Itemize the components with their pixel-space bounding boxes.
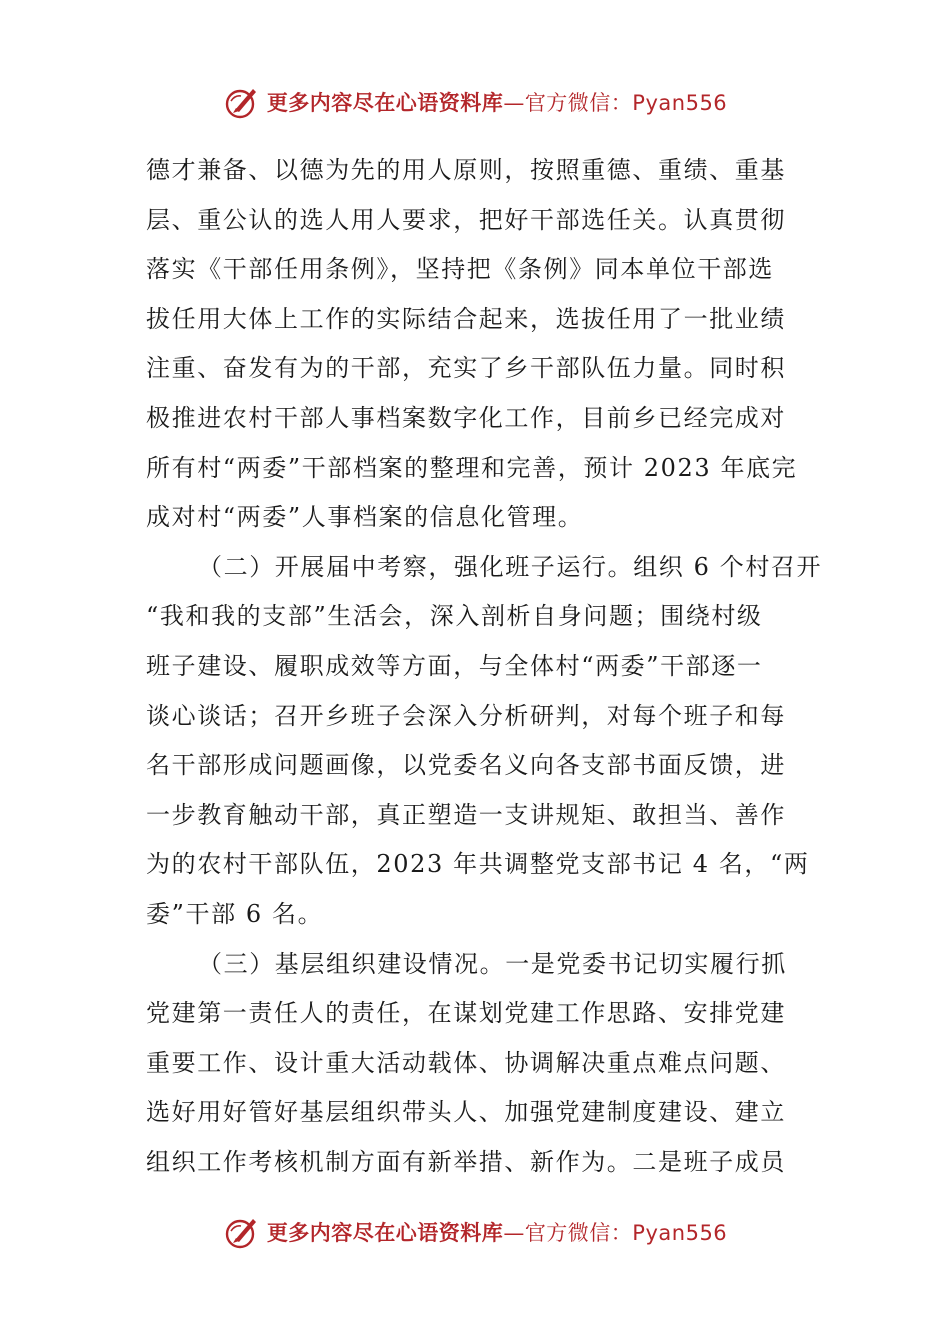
watermark-main-text: 更多内容尽在心语资料库	[266, 1221, 504, 1245]
text-line: 组织工作考核机制方面有新举措、新作为。二是班子成员	[146, 1147, 786, 1176]
watermark-official-text: 官方微信：Pyan556	[524, 91, 728, 115]
text-line: 班子建设、履职成效等方面，与全体村“两委”干部逐一	[146, 651, 763, 680]
text-line: 拔任用大体上工作的实际结合起来，选拔任用了一批业绩	[146, 304, 786, 333]
quill-pen-icon	[223, 1213, 261, 1251]
text-line: 所有村“两委”干部档案的整理和完善，预计 2023 年底完	[146, 453, 798, 482]
footer-watermark	[0, 1210, 950, 1254]
watermark-text	[267, 1217, 727, 1247]
text-line: 委”干部 6 名。	[146, 899, 324, 928]
header-watermark	[0, 80, 950, 124]
text-line: 谈心谈话；召开乡班子会深入分析研判，对每个班子和每	[146, 701, 786, 730]
text-line: 为的农村干部队伍，2023 年共调整党支部书记 4 名，“两	[146, 850, 810, 879]
text-line: 注重、奋发有为的干部，充实了乡干部队伍力量。同时积	[146, 354, 786, 383]
text-line: 名干部形成问题画像，以党委名义向各支部书面反馈，进	[146, 751, 786, 780]
text-line: 德才兼备、以德为先的用人原则，按照重德、重绩、重基	[146, 156, 786, 184]
paragraph-3	[146, 940, 806, 1188]
paragraph-2	[146, 543, 823, 940]
watermark-dash: —	[503, 91, 525, 115]
text-line: （二）开展届中考察，强化班子运行。组织 6 个村召开	[198, 552, 823, 581]
text-line: 成对村“两委”人事档案的信息化管理。	[146, 503, 584, 532]
text-line: 党建第一责任人的责任，在谋划党建工作思路、安排党建	[146, 999, 786, 1028]
text-line: 重要工作、设计重大活动载体、协调解决重点难点问题、	[146, 1048, 786, 1077]
quill-pen-icon	[223, 83, 261, 121]
text-line: 极推进农村干部人事档案数字化工作，目前乡已经完成对	[146, 403, 786, 432]
watermark-text	[267, 87, 727, 117]
text-line: （三）基层组织建设情况。一是党委书记切实履行抓	[198, 949, 787, 978]
watermark-dash: —	[503, 1221, 525, 1245]
paragraph-1	[146, 146, 806, 543]
watermark-main-text: 更多内容尽在心语资料库	[266, 91, 504, 115]
document-body	[146, 146, 823, 1187]
text-line: 一步教育触动干部，真正塑造一支讲规矩、敢担当、善作	[146, 800, 786, 829]
watermark-official-text: 官方微信：Pyan556	[524, 1221, 728, 1245]
text-line: “我和我的支部”生活会，深入剖析自身问题；围绕村级	[146, 602, 763, 631]
text-line: 层、重公认的选人用人要求，把好干部选任关。认真贯彻	[146, 205, 786, 234]
text-line: 落实《干部任用条例》，坚持把《条例》同本单位干部选	[146, 255, 774, 284]
text-line: 选好用好管好基层组织带头人、加强党建制度建设、建立	[146, 1098, 786, 1127]
